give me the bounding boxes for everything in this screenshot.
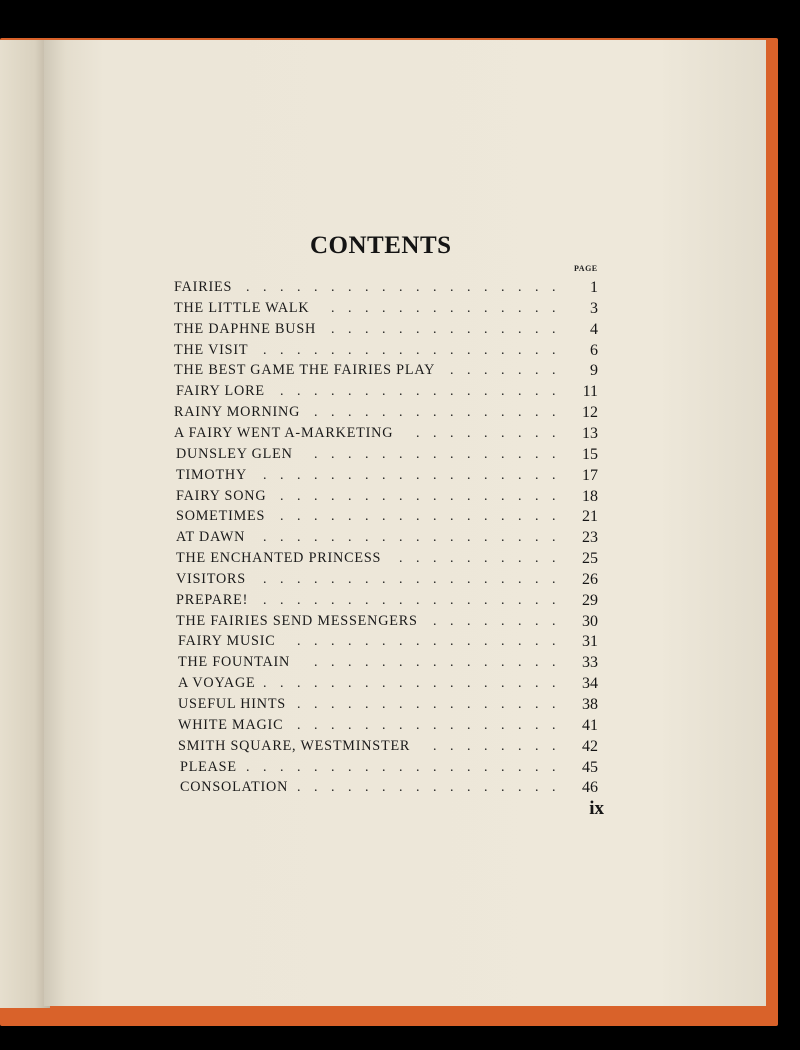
toc-row: THE LITTLE WALK 3 . . . . . . . . . . . . . . — [174, 299, 598, 317]
toc-entry-page: 1 — [590, 279, 598, 296]
page-folio: ix — [589, 798, 604, 819]
toc-row: PLEASE 45 . . . . . . . . . . . . . . . . . . . — [180, 758, 598, 776]
toc-entry-title: FAIRY MUSIC — [178, 633, 276, 650]
toc-row: THE VISIT 6 . . . . . . . . . . . . . . . . . . — [174, 341, 598, 359]
toc-entry-page: 11 — [582, 383, 598, 401]
contents-title: CONTENTS — [310, 232, 452, 259]
toc-row: FAIRY SONG 18 . . . . . . . . . . . . . . . . . — [176, 487, 598, 505]
toc-row: THE ENCHANTED PRINCESS 25 . . . . . . . . . . — [176, 550, 598, 568]
toc-entry-page: 4 — [590, 320, 598, 338]
toc-entry-page: 18 — [582, 487, 598, 505]
toc-entry-title: PLEASE — [180, 758, 237, 775]
toc-entry-page: 21 — [582, 508, 598, 526]
toc-entry-title: SMITH SQUARE, WESTMINSTER — [178, 737, 411, 754]
toc-entry-page: 46 — [582, 779, 598, 797]
toc-entry-page: 9 — [590, 362, 598, 380]
toc-entry-page: 6 — [590, 341, 598, 359]
toc-row: DUNSLEY GLEN 15 . . . . . . . . . . . . . . . — [176, 445, 598, 463]
toc-entry-page: 12 — [582, 404, 598, 422]
toc-entry-page: 15 — [582, 445, 598, 463]
toc-entry-page: 26 — [582, 570, 598, 588]
toc-row: RAINY MORNING 12 . . . . . . . . . . . . . . . — [174, 404, 598, 422]
toc-row: SMITH SQUARE, WESTMINSTER 42 . . . . . . . . — [178, 737, 598, 755]
toc-entry-title: USEFUL HINTS — [178, 696, 286, 712]
toc-row: TIMOTHY 17 . . . . . . . . . . . . . . . . . . — [176, 466, 598, 484]
toc-row: PREPARE! 29 . . . . . . . . . . . . . . . . . . — [176, 591, 598, 609]
toc-entry-title: A FAIRY WENT A-MARKETING — [174, 424, 394, 441]
toc-entry-title: A VOYAGE — [178, 675, 256, 692]
toc-entry-page: 31 — [582, 633, 598, 651]
toc-entry-title: FAIRY SONG — [176, 487, 267, 504]
toc-row: THE BEST GAME THE FAIRIES PLAY 9 . . . . . . . — [174, 362, 598, 380]
toc-row: CONSOLATION 46 . . . . . . . . . . . . . . . . — [180, 779, 598, 797]
toc-row: USEFUL HINTS 38 . . . . . . . . . . . . . . . . — [178, 696, 598, 713]
toc-row: A FAIRY WENT A-MARKETING 13 . . . . . . . . . — [174, 424, 598, 442]
toc-row: THE FOUNTAIN 33 . . . . . . . . . . . . . . . — [178, 654, 598, 672]
toc-row: WHITE MAGIC 41 . . . . . . . . . . . . . . . . — [178, 716, 598, 734]
toc-entry-title: THE FAIRIES SEND MESSENGERS — [176, 612, 418, 629]
toc-entry-page: 29 — [582, 591, 598, 609]
toc-entry-page: 34 — [582, 675, 598, 693]
toc-entry-page: 3 — [590, 299, 598, 317]
toc-entry-title: THE FOUNTAIN — [178, 654, 291, 671]
toc-entry-title: RAINY MORNING — [174, 404, 301, 421]
toc-row: A VOYAGE 34 . . . . . . . . . . . . . . . . . . — [178, 675, 598, 693]
toc-row: AT DAWN 23 . . . . . . . . . . . . . . . . . . — [176, 529, 598, 547]
toc-entry-title: TIMOTHY — [176, 466, 248, 483]
toc-row: SOMETIMES 21 . . . . . . . . . . . . . . . . . — [176, 508, 598, 526]
toc-entry-page: 30 — [582, 612, 598, 630]
toc-row: FAIRIES 1 . . . . . . . . . . . . . . . . . . . — [174, 279, 598, 296]
toc-entry-title: VISITORS — [176, 570, 246, 587]
toc-row: VISITORS 26 . . . . . . . . . . . . . . . . . . — [176, 570, 598, 588]
toc-entry-title: PREPARE! — [176, 591, 249, 608]
toc-entry-page: 45 — [582, 758, 598, 776]
toc-row: FAIRY MUSIC 31 . . . . . . . . . . . . . . . . — [178, 633, 598, 651]
toc-entry-page: 23 — [582, 529, 598, 547]
toc-entry-page: 38 — [582, 696, 598, 713]
toc-entry-title: CONSOLATION — [180, 779, 289, 796]
toc-entry-page: 17 — [582, 466, 598, 484]
toc-row: THE FAIRIES SEND MESSENGERS 30 . . . . . . . . — [176, 612, 598, 630]
toc-entry-title: FAIRY LORE — [176, 383, 265, 400]
page-column-header: PAGE — [574, 264, 598, 273]
toc-row: THE DAPHNE BUSH 4 . . . . . . . . . . . . . . — [174, 320, 598, 338]
toc-entry-title: AT DAWN — [176, 529, 246, 546]
toc-entry-title: WHITE MAGIC — [178, 716, 284, 733]
toc-entry-title: FAIRIES — [174, 279, 233, 295]
toc-entry-page: 25 — [582, 550, 598, 568]
toc-row: FAIRY LORE 11 . . . . . . . . . . . . . . . . . — [176, 383, 598, 401]
toc-entry-page: 41 — [582, 716, 598, 734]
toc-entry-title: THE ENCHANTED PRINCESS — [176, 550, 382, 567]
toc-entry-title: THE BEST GAME THE FAIRIES PLAY — [174, 362, 436, 379]
toc-entry-page: 42 — [582, 737, 598, 755]
toc-entry-title: THE VISIT — [174, 341, 249, 358]
toc-entry-title: SOMETIMES — [176, 508, 266, 525]
toc-entry-page: 33 — [582, 654, 598, 672]
toc-entry-page: 13 — [582, 424, 598, 442]
toc-entry-title: DUNSLEY GLEN — [176, 445, 293, 462]
toc-entry-title: THE DAPHNE BUSH — [174, 320, 317, 337]
toc-entry-title: THE LITTLE WALK — [174, 299, 310, 316]
